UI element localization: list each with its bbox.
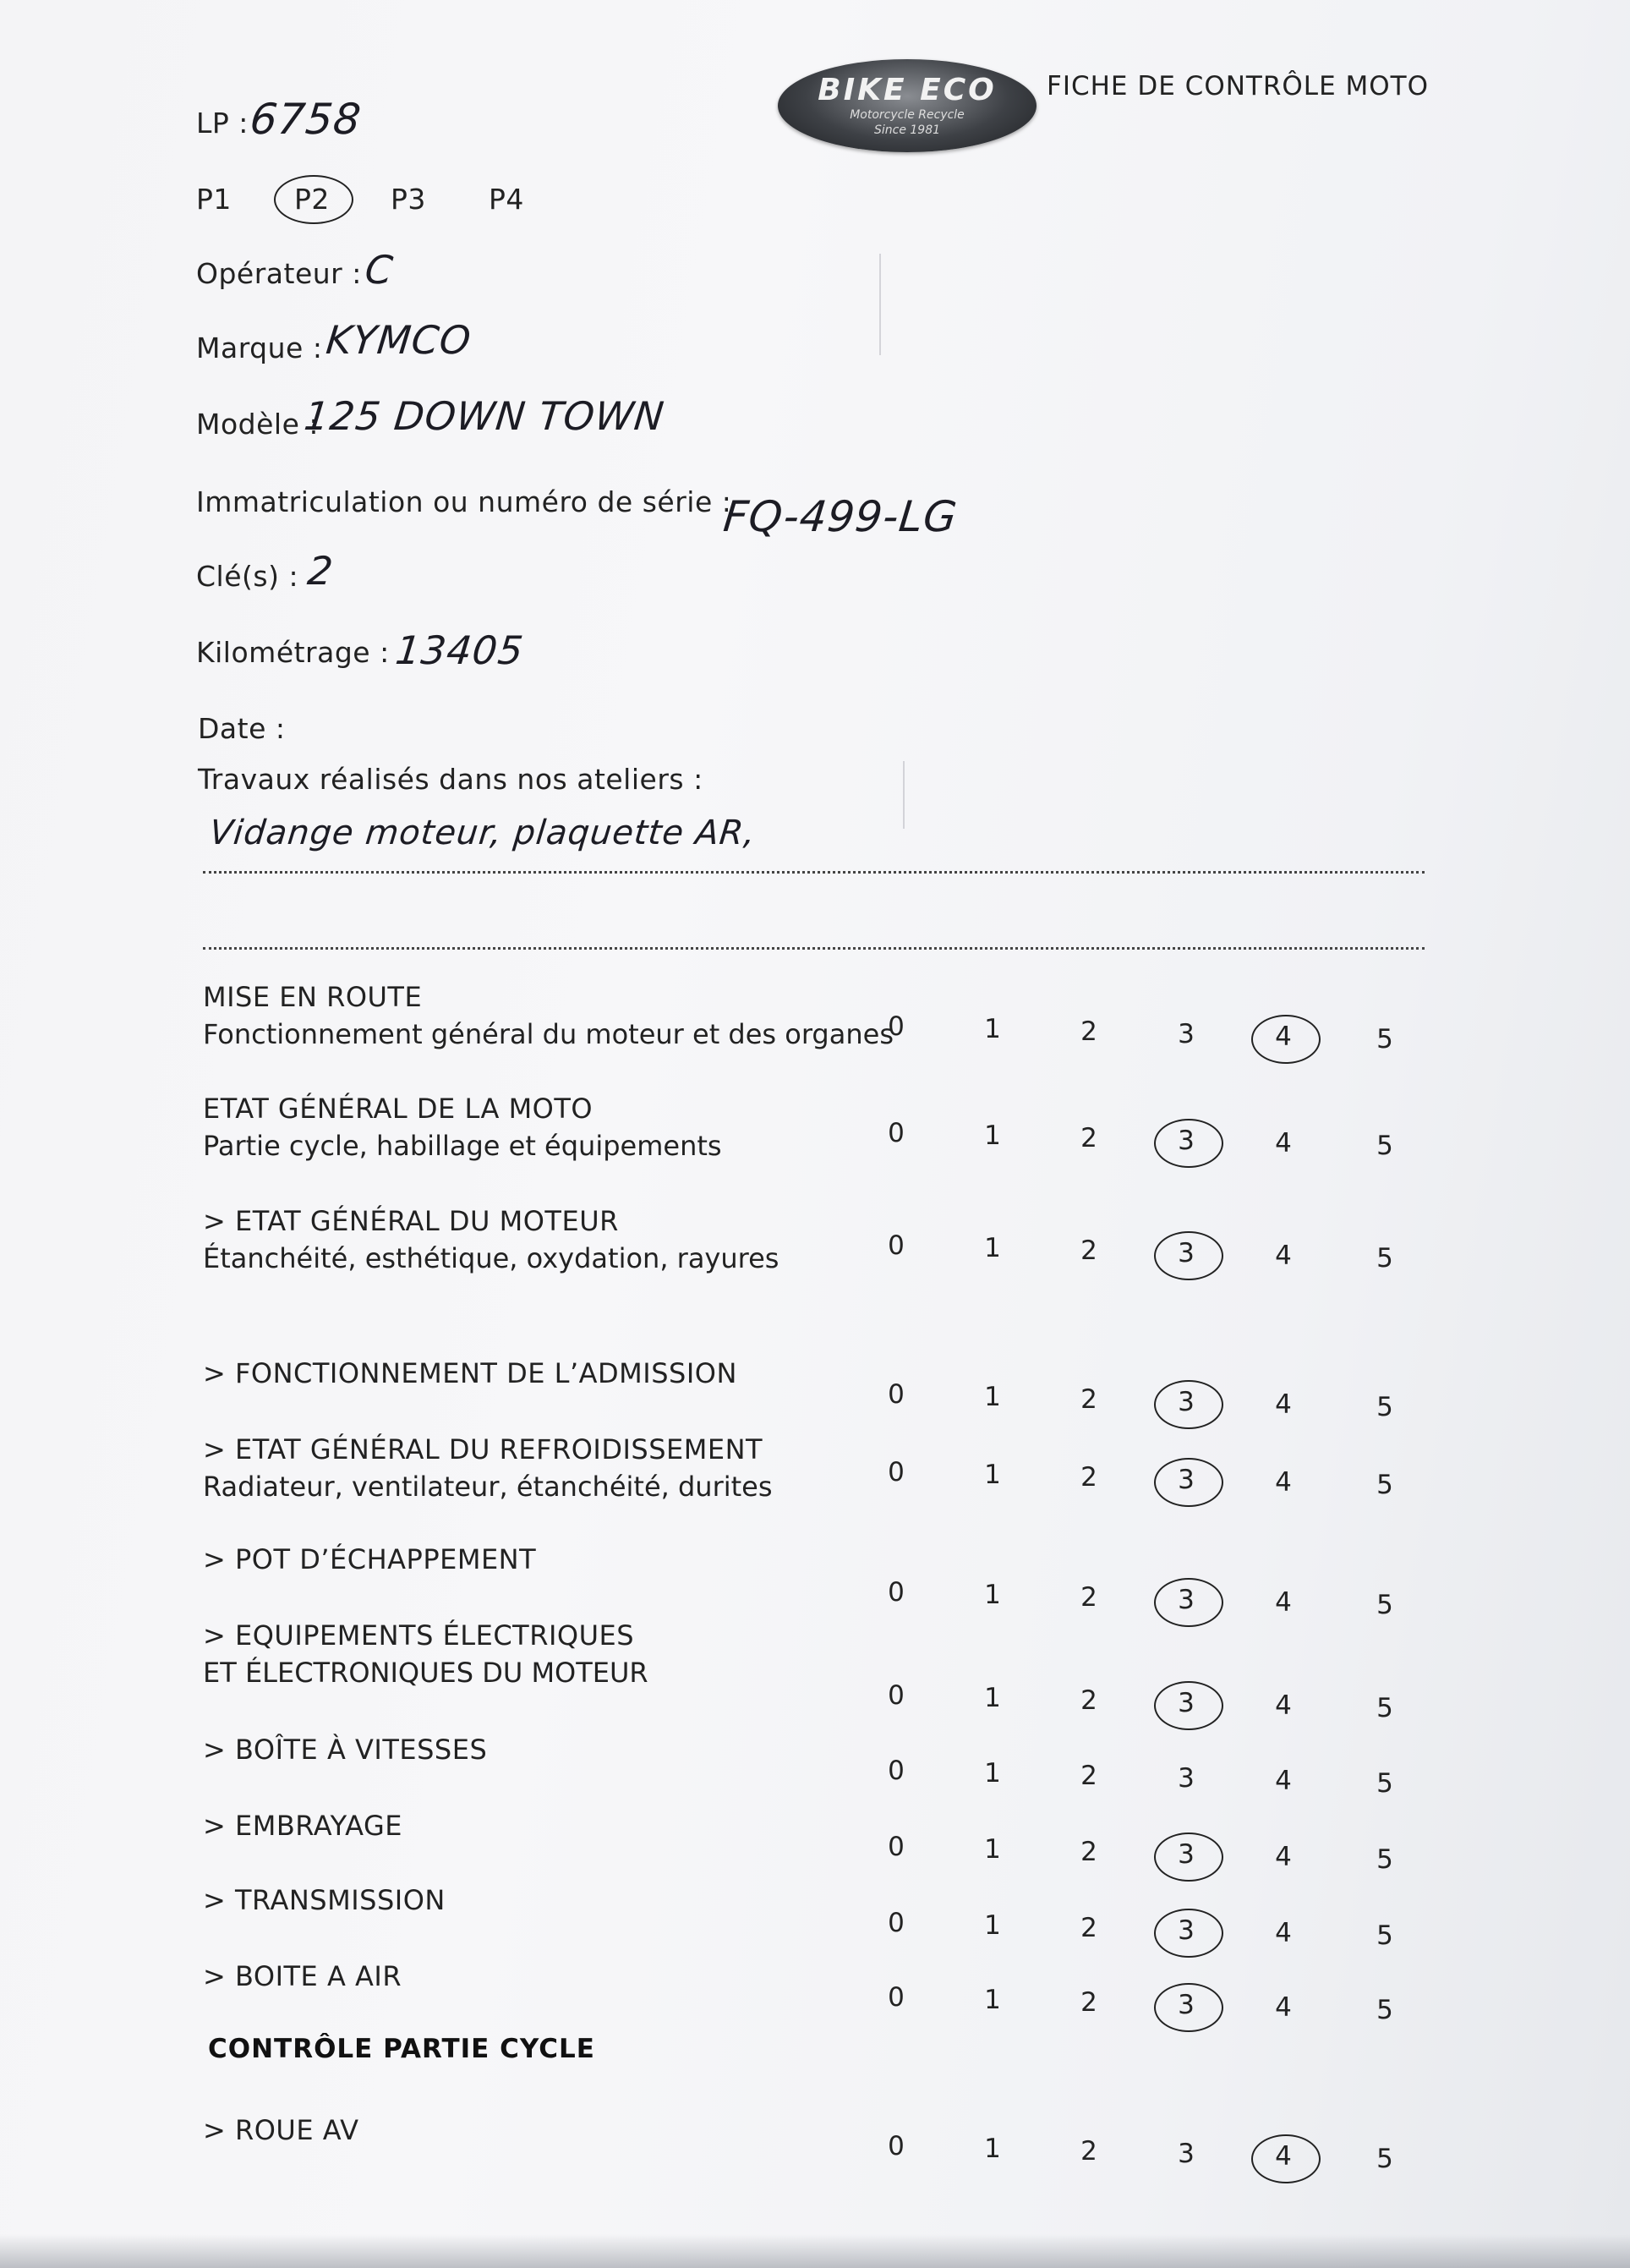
selected-score-ring xyxy=(1154,1119,1223,1168)
selected-score-ring xyxy=(1154,1983,1223,2032)
logo-tagline: Motorcycle Recycle xyxy=(850,108,965,122)
check-item-title: > ETAT GÉNÉRAL DU REFROIDISSEMENT xyxy=(203,1433,763,1465)
marque-label: Marque : xyxy=(196,331,323,364)
score-option-0[interactable]: 0 xyxy=(888,1379,905,1410)
score-option-1[interactable]: 1 xyxy=(984,2134,1001,2164)
score-option-0[interactable]: 0 xyxy=(888,1982,905,2013)
lp-value[interactable]: 6758 xyxy=(247,95,364,144)
cles-label: Clé(s) : xyxy=(196,560,299,593)
score-option-1[interactable]: 1 xyxy=(984,1985,1001,2015)
marque-value[interactable]: KYMCO xyxy=(324,317,474,363)
score-option-2[interactable]: 2 xyxy=(1080,1016,1097,1047)
kilometrage-label: Kilométrage : xyxy=(196,636,390,669)
position-p2[interactable]: P2 xyxy=(294,183,330,216)
check-item-title: > FONCTIONNEMENT DE L’ADMISSION xyxy=(203,1357,737,1389)
score-option-1[interactable]: 1 xyxy=(984,1014,1001,1044)
check-item-description: Étanchéité, esthétique, oxydation, rayures xyxy=(203,1242,779,1274)
check-item-title: > POT D’ÉCHAPPEMENT xyxy=(203,1543,537,1575)
score-option-1[interactable]: 1 xyxy=(984,1683,1001,1713)
check-item-title: > ETAT GÉNÉRAL DU MOTEUR xyxy=(203,1205,619,1237)
score-option-2[interactable]: 2 xyxy=(1080,1582,1097,1613)
score-option-1[interactable]: 1 xyxy=(984,1758,1001,1789)
paper-fold-mark xyxy=(903,761,905,829)
selected-score-ring xyxy=(1154,1380,1223,1429)
score-option-5[interactable]: 5 xyxy=(1376,1844,1393,1875)
lp-label: LP : xyxy=(196,107,249,140)
score-option-0[interactable]: 0 xyxy=(888,1908,905,1938)
score-option-0[interactable]: 0 xyxy=(888,1118,905,1148)
score-option-2[interactable]: 2 xyxy=(1080,1913,1097,1943)
score-option-2[interactable]: 2 xyxy=(1080,1462,1097,1493)
check-item-description: Radiateur, ventilateur, étanchéité, durites xyxy=(203,1471,773,1503)
score-option-5[interactable]: 5 xyxy=(1376,1768,1393,1799)
score-option-5[interactable]: 5 xyxy=(1376,1024,1393,1055)
selected-score-ring xyxy=(1251,2134,1321,2183)
check-item-title: MISE EN ROUTE xyxy=(203,981,423,1013)
score-option-0[interactable]: 0 xyxy=(888,1577,905,1608)
score-option-4[interactable]: 4 xyxy=(1275,1467,1292,1498)
modele-label: Modèle : xyxy=(196,408,319,441)
cles-value[interactable]: 2 xyxy=(305,548,336,594)
score-option-4[interactable]: 4 xyxy=(1275,1992,1292,2023)
score-option-3[interactable]: 3 xyxy=(1178,1126,1195,1156)
score-option-5[interactable]: 5 xyxy=(1376,1243,1393,1274)
score-option-1[interactable]: 1 xyxy=(984,1834,1001,1865)
immatriculation-value[interactable]: FQ-499-LG xyxy=(720,492,960,541)
score-option-0[interactable]: 0 xyxy=(888,1832,905,1862)
score-option-1[interactable]: 1 xyxy=(984,1580,1001,1610)
score-option-0[interactable]: 0 xyxy=(888,1011,905,1042)
score-option-4[interactable]: 4 xyxy=(1275,1842,1292,1872)
score-option-3[interactable]: 3 xyxy=(1178,1238,1195,1268)
score-option-2[interactable]: 2 xyxy=(1080,1837,1097,1867)
score-option-5[interactable]: 5 xyxy=(1376,1693,1393,1723)
score-option-4[interactable]: 4 xyxy=(1275,1241,1292,1271)
score-option-5[interactable]: 5 xyxy=(1376,1920,1393,1951)
score-option-3[interactable]: 3 xyxy=(1178,1990,1195,2020)
paper-fold-mark xyxy=(879,254,881,355)
page-edge-shadow xyxy=(0,2234,1630,2268)
score-option-3[interactable]: 3 xyxy=(1178,1763,1195,1794)
score-option-4[interactable]: 4 xyxy=(1275,1389,1292,1420)
score-option-3[interactable]: 3 xyxy=(1178,1839,1195,1870)
score-option-3[interactable]: 3 xyxy=(1178,1465,1195,1495)
score-option-5[interactable]: 5 xyxy=(1376,1470,1393,1500)
score-option-2[interactable]: 2 xyxy=(1080,1123,1097,1153)
score-option-1[interactable]: 1 xyxy=(984,1233,1001,1263)
score-option-5[interactable]: 5 xyxy=(1376,1590,1393,1620)
score-option-1[interactable]: 1 xyxy=(984,1910,1001,1941)
score-option-5[interactable]: 5 xyxy=(1376,2144,1393,2174)
score-option-0[interactable]: 0 xyxy=(888,1230,905,1261)
selected-score-ring xyxy=(1154,1578,1223,1627)
check-item-title: > TRANSMISSION xyxy=(203,1884,446,1916)
score-option-3[interactable]: 3 xyxy=(1178,2139,1195,2169)
check-item-title: > EQUIPEMENTS ÉLECTRIQUES xyxy=(203,1619,635,1652)
score-option-3[interactable]: 3 xyxy=(1178,1915,1195,1946)
check-item-title: > BOÎTE À VITESSES xyxy=(203,1734,488,1766)
selected-score-ring xyxy=(1154,1832,1223,1882)
check-item-description: ET ÉLECTRONIQUES DU MOTEUR xyxy=(203,1657,648,1689)
operateur-value[interactable]: C xyxy=(363,247,396,293)
score-option-2[interactable]: 2 xyxy=(1080,1987,1097,2018)
position-p1[interactable]: P1 xyxy=(196,183,232,216)
score-option-3[interactable]: 3 xyxy=(1178,1688,1195,1718)
score-option-4[interactable]: 4 xyxy=(1275,1128,1292,1159)
selected-score-ring xyxy=(1251,1015,1321,1064)
selected-score-ring xyxy=(1154,1458,1223,1507)
form-title: FICHE DE CONTRÔLE MOTO xyxy=(1047,71,1429,101)
logo-since: Since 1981 xyxy=(873,123,941,137)
logo-text: BIKE ECO xyxy=(818,73,997,107)
score-option-1[interactable]: 1 xyxy=(984,1120,1001,1151)
position-p3[interactable]: P3 xyxy=(391,183,426,216)
selected-score-ring xyxy=(1154,1681,1223,1730)
score-option-0[interactable]: 0 xyxy=(888,1756,905,1786)
score-option-0[interactable]: 0 xyxy=(888,2131,905,2161)
bike-eco-logo xyxy=(778,59,1037,152)
score-option-4[interactable]: 4 xyxy=(1275,1918,1292,1948)
selected-score-ring xyxy=(1154,1231,1223,1280)
check-item-title: ETAT GÉNÉRAL DE LA MOTO xyxy=(203,1093,593,1125)
score-option-2[interactable]: 2 xyxy=(1080,1761,1097,1791)
selected-score-ring xyxy=(1154,1909,1223,1958)
score-option-3[interactable]: 3 xyxy=(1178,1387,1195,1417)
score-option-2[interactable]: 2 xyxy=(1080,1685,1097,1716)
score-option-3[interactable]: 3 xyxy=(1178,1019,1195,1049)
score-option-1[interactable]: 1 xyxy=(984,1460,1001,1490)
travaux-label: Travaux réalisés dans nos ateliers : xyxy=(198,763,703,796)
score-option-4[interactable]: 4 xyxy=(1275,2141,1292,2172)
score-option-2[interactable]: 2 xyxy=(1080,1235,1097,1266)
travaux-line-1[interactable] xyxy=(203,871,1425,874)
score-option-2[interactable]: 2 xyxy=(1080,1384,1097,1415)
score-option-0[interactable]: 0 xyxy=(888,1457,905,1487)
score-option-4[interactable]: 4 xyxy=(1275,1022,1292,1052)
score-option-3[interactable]: 3 xyxy=(1178,1585,1195,1615)
score-option-4[interactable]: 4 xyxy=(1275,1587,1292,1618)
travaux-line-2[interactable] xyxy=(203,947,1425,950)
score-option-1[interactable]: 1 xyxy=(984,1382,1001,1412)
check-item-title: > ROUE AV xyxy=(203,2114,359,2146)
score-option-2[interactable]: 2 xyxy=(1080,2136,1097,2167)
date-label: Date : xyxy=(198,712,286,745)
kilometrage-value[interactable]: 13405 xyxy=(393,627,527,673)
check-item-title: > BOITE A AIR xyxy=(203,1960,402,1992)
travaux-value[interactable]: Vidange moteur, plaquette AR, xyxy=(207,814,758,852)
score-option-0[interactable]: 0 xyxy=(888,1680,905,1711)
position-p2-selected-ring xyxy=(274,175,353,224)
immatriculation-label: Immatriculation ou numéro de série : xyxy=(196,485,732,518)
position-p4[interactable]: P4 xyxy=(489,183,524,216)
check-item-title: > EMBRAYAGE xyxy=(203,1810,403,1842)
operateur-label: Opérateur : xyxy=(196,257,362,290)
score-option-4[interactable]: 4 xyxy=(1275,1690,1292,1721)
score-option-5[interactable]: 5 xyxy=(1376,1392,1393,1422)
score-option-4[interactable]: 4 xyxy=(1275,1766,1292,1796)
section-partie-cycle: CONTRÔLE PARTIE CYCLE xyxy=(208,2034,595,2064)
check-item-description: Fonctionnement général du moteur et des organes xyxy=(203,1018,894,1050)
score-option-5[interactable]: 5 xyxy=(1376,1131,1393,1161)
score-option-5[interactable]: 5 xyxy=(1376,1995,1393,2025)
check-item-description: Partie cycle, habillage et équipements xyxy=(203,1130,722,1162)
modele-value[interactable]: 125 DOWN TOWN xyxy=(302,393,667,439)
